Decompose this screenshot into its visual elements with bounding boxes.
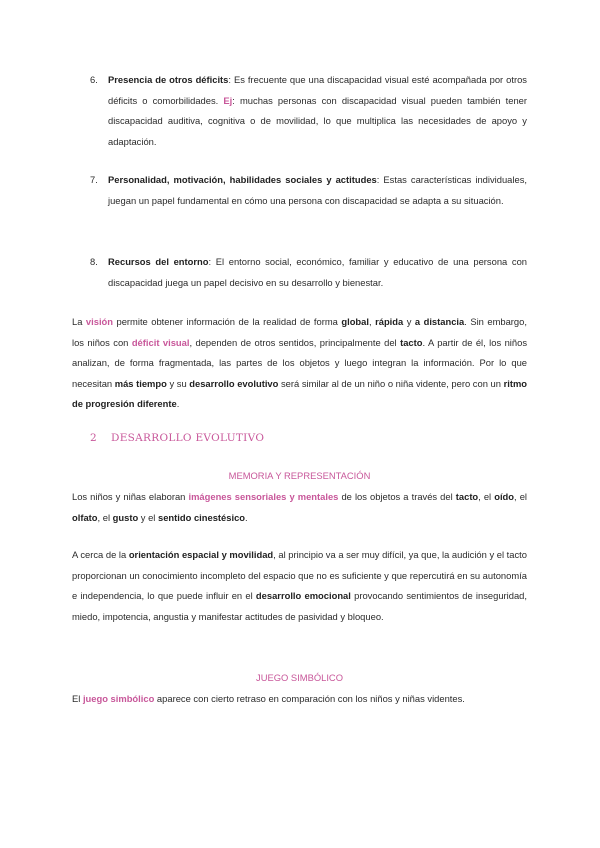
list-item-6 xyxy=(90,70,527,152)
section-heading xyxy=(90,432,264,444)
list-item-text xyxy=(108,170,527,211)
sub-heading-juego: JUEGO SIMBÓLICO xyxy=(256,672,343,683)
example-label: Ej xyxy=(223,94,233,106)
item-title: Recursos del entorno xyxy=(108,256,209,267)
juego-paragraph: El juego simbólico aparece con cierto retraso en comparación con los niños y niñas videntes. xyxy=(72,693,465,704)
list-number: 6. xyxy=(90,74,98,85)
orientacion-paragraph: A cerca de la orientación espacial y movilidad, al principio va a ser muy difícil, ya que, la audición y el tacto proporcionan un conocimiento incompleto del espacio que no es suficiente y que repercutirá en su autonomía e independencia, lo que puede influir en el desarrollo emocional provocando sentimientos de inseguridad, miedo, impotencia, angustia y manifestar actitudes de pasividad y bloqueo. xyxy=(72,549,527,622)
item-body: : Es frecuente que una discapacidad visual esté acompañada por otros déficits o comorbilidades. xyxy=(108,74,527,106)
item-body: : El entorno social, económico, familiar y educativo de una persona con discapacidad juega un papel decisivo en su desarrollo y bienestar. xyxy=(108,256,528,288)
section-title: DESARROLLO EVOLUTIVO xyxy=(110,432,265,444)
vision-paragraph: La visión permite obtener información de la realidad de forma global, rápida y a distancia. Sin embargo, los niños con déficit visual, dependen de otros sentidos, principalmente del tacto. A partir de él, los niños analizan, de forma fragmentada, las partes de los objetos y luego integran la información. Por lo que necesitan más tiempo y su desarrollo evolutivo será similar al de un niño o niña vidente, pero con un ritmo de progresión diferente. xyxy=(72,316,528,410)
item-title: Personalidad, motivación, habilidades sociales y actitudes xyxy=(108,174,377,185)
term-juego-simbolico: juego simbólico xyxy=(82,693,155,704)
term-imagenes: imágenes sensoriales y mentales xyxy=(188,491,339,502)
list-number: 7. xyxy=(90,174,98,185)
item-body-cont: : muchas personas con discapacidad visual pueden también tener discapacidad auditiva, cognitiva o de movilidad, lo que multiplica las necesidades de apoyo y adaptación. xyxy=(108,94,527,147)
item-title: Presencia de otros déficits xyxy=(108,74,229,85)
sub-heading-memoria: MEMORIA Y REPRESENTACIÓN xyxy=(228,470,371,481)
term-vision: visión xyxy=(85,316,114,327)
memoria-paragraph: Los niños y niñas elaboran imágenes sensoriales y mentales de los objetos a través del tacto, el oído, el olfato, el gusto y el sentido cinestésico. xyxy=(72,491,527,523)
list-item-8 xyxy=(90,252,527,293)
list-item-text xyxy=(108,70,527,152)
item-body: : Estas características individuales, juegan un papel fundamental en cómo una persona con discapacidad se adapta a su situación. xyxy=(108,174,527,206)
term-deficit-visual: déficit visual xyxy=(131,336,190,348)
list-number: 8. xyxy=(90,256,98,267)
list-item-text xyxy=(108,252,527,293)
section-number: 2 xyxy=(90,432,97,444)
list-item-7 xyxy=(90,170,527,211)
